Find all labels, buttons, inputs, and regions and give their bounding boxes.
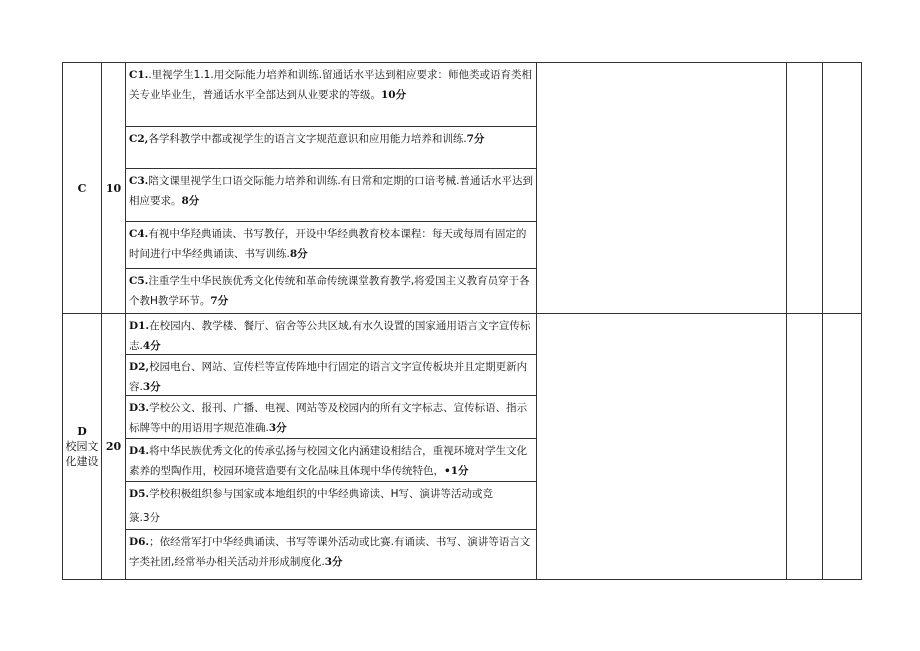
criterion-points: 3分 [142,381,161,393]
criterion-tag: C5. [129,275,149,287]
criterion-text: 将中华民族优秀文化的传承弘扬与校园文化内涵建设相结合，重视环境对学生文化素养的型陶作用，校园环境营造要有文化品味且体现中华传统特色， [129,445,528,477]
criterion-item [126,269,536,313]
criterion-points: 4分 [142,340,161,352]
criterion-points: 7分 [466,133,485,145]
criterion-tag: D1. [129,320,150,332]
evaluation-table [62,62,862,580]
criterion-continuation: 箓.3分 [129,512,161,524]
criterion-points: 10分 [381,89,407,101]
criterion-tag: D4. [129,445,150,457]
criterion-item [126,222,536,269]
criterion-tag: C1. [129,69,149,81]
criterion-item [126,169,536,222]
score-cell [787,314,823,580]
category-code: D [77,425,87,438]
criteria-cell [126,63,537,314]
category-cell [63,63,102,314]
criterion-item [126,482,536,530]
score-cell [787,63,823,314]
criterion-text: 注重学生中华民族优秀文化传统和革命传统课堂教育教学,将爱国主义教育员穿于各个教H教学环节。 [129,275,530,307]
criterion-points: 8分 [289,248,308,260]
category-score: 20 [102,314,126,580]
criterion-points: 3分 [324,556,343,568]
criterion-points: •1分 [444,465,469,477]
category-code: C [77,181,87,195]
criterion-item [126,63,536,127]
criterion-text: 在校园内、教学楼、餐厅、宿舍等公共区域,有水久设置的国家通用语言文字宣传标志. [129,320,531,352]
criterion-text: 各学科教学中都或视学生的语言文字规范意识和应用能力培养和训练. [148,133,467,145]
criterion-text: 有视中华羟典诵读、书写教仔，开设中华经典教育校本课程：每天或每周有固定的时间进行中华经典诵读、书写训练. [129,228,527,260]
notes-cell [537,63,787,314]
criterion-points: 8分 [181,195,200,207]
criterion-text: 学校积极组织参与国家或本地组织的中华经典谛读、H写、演讲等活动或竞 [149,488,493,500]
criterion-text: 校园电台、网站、宣传栏等宣传阵地中行固定的语言文字宣传板块并且定期更新内容. [129,361,528,393]
criterion-tag: D6. [129,536,150,548]
criterion-text: ；依经常军打中华经典诵读、书写等课外活动或比赛.有诵读、书写、演讲等语言文字类社团,经常举办相关活动并形成制度化. [129,536,531,568]
category-name: 校园文化建设 [65,440,99,468]
criterion-tag: D5. [129,488,150,500]
criterion-item [126,396,536,439]
criterion-item [126,439,536,482]
criterion-tag: D2, [129,361,150,373]
remark-cell [823,63,862,314]
category-score: 10 [102,63,126,314]
criterion-item [126,127,536,169]
criterion-text: 学校公文、报刊、广播、电视、网站等及校园内的所有文字标志、宣传标语、指示标牌等中的用语用字规范准确. [129,402,528,434]
criterion-points: 3分 [268,422,287,434]
criteria-cell [126,314,537,580]
category-cell [63,314,102,580]
criterion-tag: C2, [129,133,149,145]
criterion-item [126,530,536,579]
criterion-item [126,355,536,396]
criterion-tag: C3. [129,175,149,187]
remark-cell [823,314,862,580]
criterion-tag: C4. [129,228,149,240]
criterion-text: .里视学生1.1.用交际能力培养和训练.留通话水平达到相应要求：师他类或语育类相关专业毕业生，普通话水平全部达到从业要求的等级。 [129,69,533,101]
section-row-c [63,63,862,314]
notes-cell [537,314,787,580]
criterion-points: 7分 [210,295,229,307]
criterion-tag: D3. [129,402,150,414]
criterion-text: 陪文课里视学生口语交际能力培养和训练.有日常和定期的口谙考械.普通话水平达到相应要求。 [129,175,534,207]
criterion-item [126,314,536,355]
section-row-d [63,314,862,580]
